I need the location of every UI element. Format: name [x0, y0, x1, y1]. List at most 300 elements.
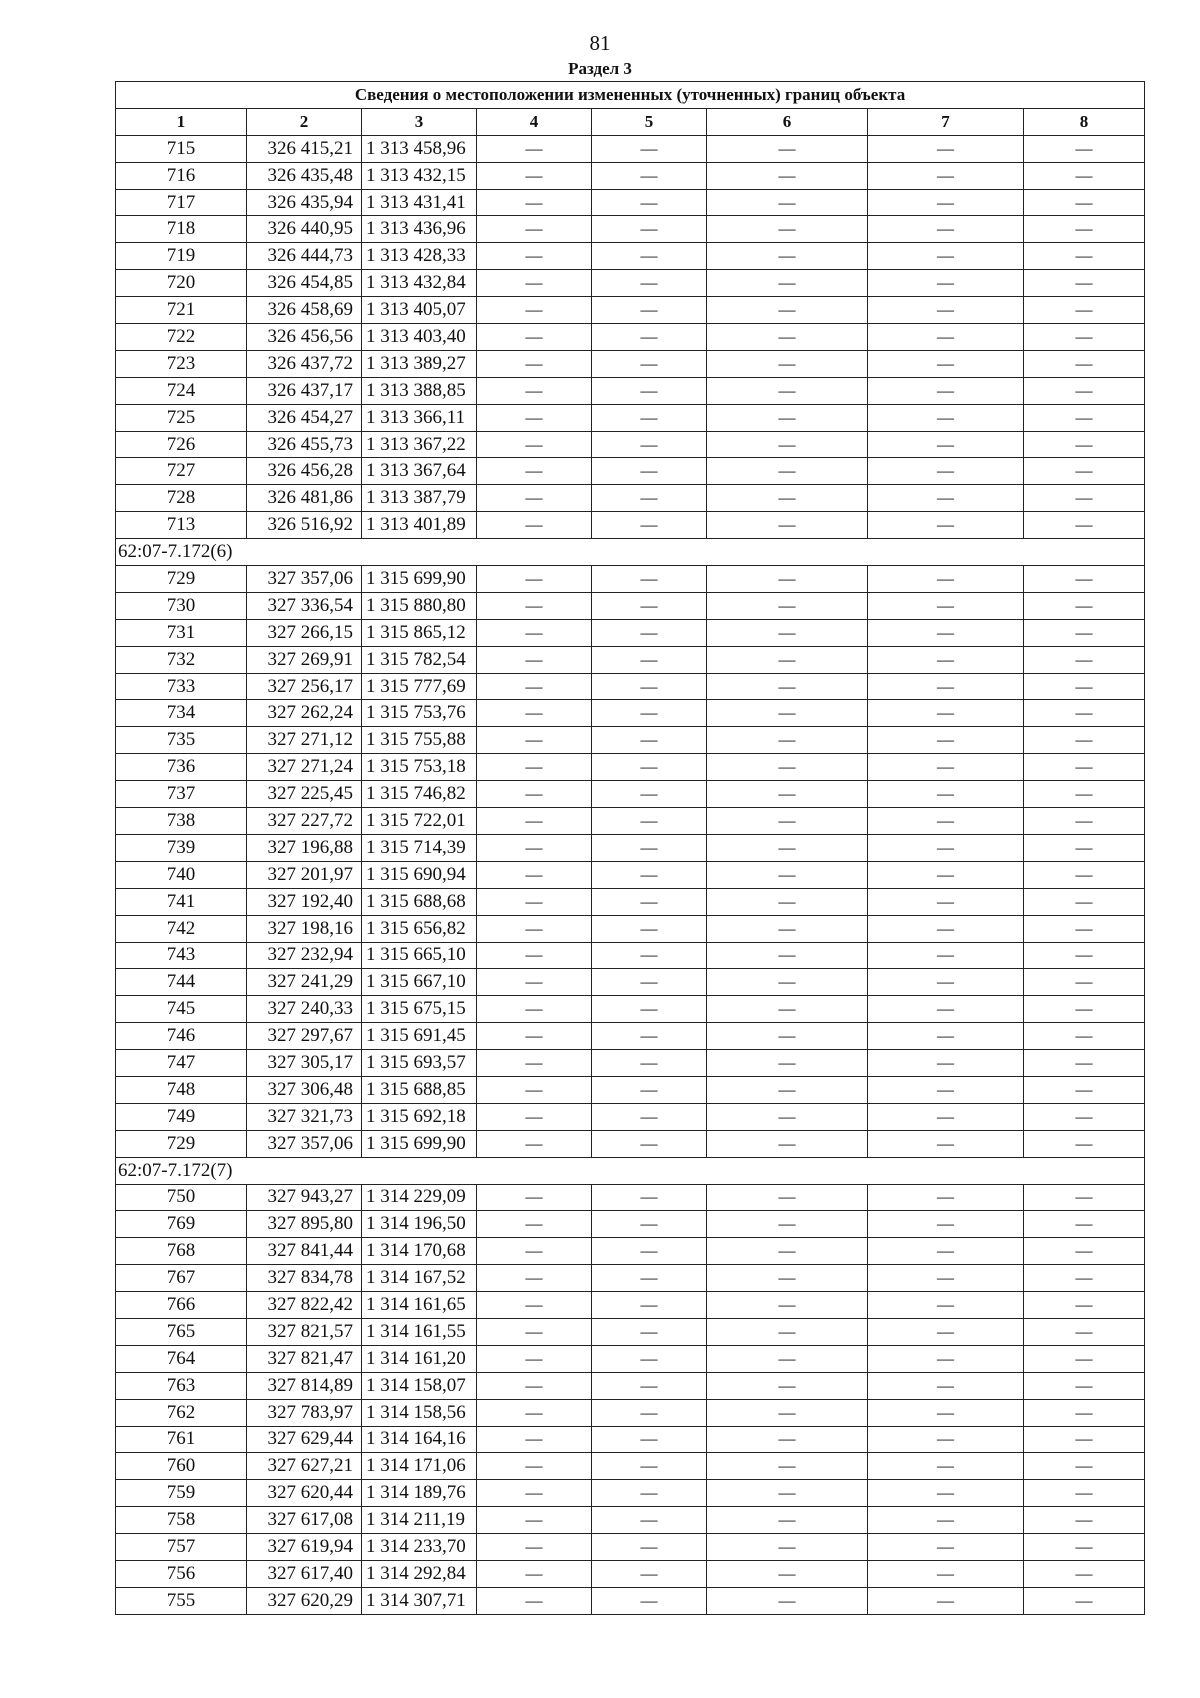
empty-value-cell: — [868, 431, 1024, 458]
empty-value-cell: — [592, 969, 707, 996]
x-coordinate-cell: 326 454,27 [247, 404, 362, 431]
empty-value-cell: — [1024, 1211, 1145, 1238]
y-coordinate-cell: 1 313 431,41 [362, 189, 477, 216]
empty-value-cell: — [868, 216, 1024, 243]
table-row [116, 861, 1145, 888]
empty-value-cell: — [707, 404, 868, 431]
y-coordinate-cell: 1 315 691,45 [362, 1023, 477, 1050]
point-number-cell: 765 [116, 1318, 247, 1345]
empty-value-cell: — [868, 485, 1024, 512]
empty-value-cell: — [592, 646, 707, 673]
x-coordinate-cell: 327 241,29 [247, 969, 362, 996]
empty-value-cell: — [1024, 1103, 1145, 1130]
empty-value-cell: — [592, 1399, 707, 1426]
empty-value-cell: — [868, 135, 1024, 162]
empty-value-cell: — [477, 512, 592, 539]
empty-value-cell: — [1024, 485, 1145, 512]
empty-value-cell: — [1024, 458, 1145, 485]
point-number-cell: 729 [116, 1130, 247, 1157]
empty-value-cell: — [868, 162, 1024, 189]
table-row [116, 1534, 1145, 1561]
empty-value-cell: — [868, 1211, 1024, 1238]
x-coordinate-cell: 326 456,28 [247, 458, 362, 485]
point-number-cell: 747 [116, 1050, 247, 1077]
x-coordinate-cell: 327 297,67 [247, 1023, 362, 1050]
empty-value-cell: — [477, 566, 592, 593]
y-coordinate-cell: 1 313 432,15 [362, 162, 477, 189]
table-caption-row [116, 82, 1145, 109]
empty-value-cell: — [868, 646, 1024, 673]
empty-value-cell: — [1024, 1372, 1145, 1399]
empty-value-cell: — [592, 1292, 707, 1319]
point-number-cell: 759 [116, 1480, 247, 1507]
y-coordinate-cell: 1 315 699,90 [362, 566, 477, 593]
point-number-cell: 722 [116, 324, 247, 351]
empty-value-cell: — [1024, 1587, 1145, 1614]
y-coordinate-cell: 1 313 405,07 [362, 297, 477, 324]
empty-value-cell: — [707, 700, 868, 727]
empty-value-cell: — [868, 1292, 1024, 1319]
empty-value-cell: — [707, 1076, 868, 1103]
empty-value-cell: — [707, 969, 868, 996]
empty-value-cell: — [592, 942, 707, 969]
empty-value-cell: — [1024, 808, 1145, 835]
empty-value-cell: — [1024, 1130, 1145, 1157]
y-coordinate-cell: 1 314 161,65 [362, 1292, 477, 1319]
table-row [116, 915, 1145, 942]
point-number-cell: 713 [116, 512, 247, 539]
x-coordinate-cell: 327 617,08 [247, 1507, 362, 1534]
empty-value-cell: — [1024, 404, 1145, 431]
y-coordinate-cell: 1 315 693,57 [362, 1050, 477, 1077]
empty-value-cell: — [592, 1534, 707, 1561]
empty-value-cell: — [868, 1426, 1024, 1453]
empty-value-cell: — [707, 162, 868, 189]
group-header-row [116, 539, 1145, 566]
empty-value-cell: — [707, 1372, 868, 1399]
empty-value-cell: — [868, 512, 1024, 539]
point-number-cell: 768 [116, 1238, 247, 1265]
empty-value-cell: — [707, 1534, 868, 1561]
page-number: 81 [589, 31, 611, 55]
empty-value-cell: — [1024, 1453, 1145, 1480]
empty-value-cell: — [868, 1184, 1024, 1211]
empty-value-cell: — [477, 1399, 592, 1426]
point-number-cell: 760 [116, 1453, 247, 1480]
empty-value-cell: — [477, 1292, 592, 1319]
empty-value-cell: — [868, 700, 1024, 727]
y-coordinate-cell: 1 315 656,82 [362, 915, 477, 942]
empty-value-cell: — [1024, 189, 1145, 216]
empty-value-cell: — [707, 592, 868, 619]
point-number-cell: 730 [116, 592, 247, 619]
x-coordinate-cell: 327 629,44 [247, 1426, 362, 1453]
table-row [116, 243, 1145, 270]
empty-value-cell: — [477, 431, 592, 458]
empty-value-cell: — [707, 512, 868, 539]
empty-value-cell: — [707, 1453, 868, 1480]
empty-value-cell: — [868, 1587, 1024, 1614]
empty-value-cell: — [1024, 1318, 1145, 1345]
empty-value-cell: — [477, 485, 592, 512]
x-coordinate-cell: 327 321,73 [247, 1103, 362, 1130]
y-coordinate-cell: 1 315 714,39 [362, 834, 477, 861]
empty-value-cell: — [1024, 135, 1145, 162]
point-number-cell: 731 [116, 619, 247, 646]
point-number-cell: 750 [116, 1184, 247, 1211]
point-number-cell: 724 [116, 377, 247, 404]
point-number-cell: 737 [116, 781, 247, 808]
table-row [116, 1372, 1145, 1399]
empty-value-cell: — [707, 834, 868, 861]
y-coordinate-cell: 1 314 189,76 [362, 1480, 477, 1507]
empty-value-cell: — [707, 135, 868, 162]
empty-value-cell: — [868, 1103, 1024, 1130]
table-row [116, 1560, 1145, 1587]
empty-value-cell: — [477, 1211, 592, 1238]
empty-value-cell: — [477, 619, 592, 646]
y-coordinate-cell: 1 313 458,96 [362, 135, 477, 162]
empty-value-cell: — [707, 1399, 868, 1426]
empty-value-cell: — [1024, 1507, 1145, 1534]
y-coordinate-cell: 1 314 170,68 [362, 1238, 477, 1265]
empty-value-cell: — [707, 216, 868, 243]
table-row [116, 1480, 1145, 1507]
empty-value-cell: — [592, 485, 707, 512]
y-coordinate-cell: 1 314 158,56 [362, 1399, 477, 1426]
y-coordinate-cell: 1 315 753,76 [362, 700, 477, 727]
empty-value-cell: — [1024, 592, 1145, 619]
y-coordinate-cell: 1 313 436,96 [362, 216, 477, 243]
empty-value-cell: — [477, 1587, 592, 1614]
table-row [116, 1076, 1145, 1103]
empty-value-cell: — [477, 861, 592, 888]
y-coordinate-cell: 1 315 777,69 [362, 673, 477, 700]
empty-value-cell: — [1024, 1076, 1145, 1103]
empty-value-cell: — [477, 888, 592, 915]
empty-value-cell: — [477, 189, 592, 216]
empty-value-cell: — [1024, 1023, 1145, 1050]
empty-value-cell: — [707, 1587, 868, 1614]
empty-value-cell: — [592, 619, 707, 646]
empty-value-cell: — [707, 431, 868, 458]
empty-value-cell: — [592, 270, 707, 297]
empty-value-cell: — [592, 1238, 707, 1265]
empty-value-cell: — [477, 754, 592, 781]
y-coordinate-cell: 1 313 367,64 [362, 458, 477, 485]
empty-value-cell: — [477, 1480, 592, 1507]
empty-value-cell: — [477, 727, 592, 754]
empty-value-cell: — [868, 888, 1024, 915]
empty-value-cell: — [477, 1238, 592, 1265]
empty-value-cell: — [868, 270, 1024, 297]
table-caption: Сведения о местоположении измененных (уточненных) границ объекта [116, 82, 1145, 109]
empty-value-cell: — [868, 996, 1024, 1023]
empty-value-cell: — [707, 808, 868, 835]
x-coordinate-cell: 326 455,73 [247, 431, 362, 458]
table-row [116, 700, 1145, 727]
empty-value-cell: — [707, 377, 868, 404]
table-row [116, 485, 1145, 512]
y-coordinate-cell: 1 315 880,80 [362, 592, 477, 619]
point-number-cell: 761 [116, 1426, 247, 1453]
x-coordinate-cell: 327 305,17 [247, 1050, 362, 1077]
x-coordinate-cell: 327 198,16 [247, 915, 362, 942]
empty-value-cell: — [592, 781, 707, 808]
x-coordinate-cell: 326 481,86 [247, 485, 362, 512]
x-coordinate-cell: 327 617,40 [247, 1560, 362, 1587]
column-header: 6 [707, 108, 868, 135]
empty-value-cell: — [868, 1318, 1024, 1345]
group-header-row [116, 1157, 1145, 1184]
column-header: 2 [247, 108, 362, 135]
point-number-cell: 758 [116, 1507, 247, 1534]
empty-value-cell: — [707, 1560, 868, 1587]
x-coordinate-cell: 327 821,57 [247, 1318, 362, 1345]
y-coordinate-cell: 1 314 229,09 [362, 1184, 477, 1211]
table-row [116, 592, 1145, 619]
y-coordinate-cell: 1 313 401,89 [362, 512, 477, 539]
empty-value-cell: — [707, 1238, 868, 1265]
empty-value-cell: — [592, 350, 707, 377]
empty-value-cell: — [707, 1345, 868, 1372]
empty-value-cell: — [592, 808, 707, 835]
empty-value-cell: — [592, 1480, 707, 1507]
empty-value-cell: — [592, 243, 707, 270]
empty-value-cell: — [868, 1399, 1024, 1426]
parcel-group-label: 62:07-7.172(7) [116, 1157, 1145, 1184]
empty-value-cell: — [707, 781, 868, 808]
point-number-cell: 727 [116, 458, 247, 485]
column-header: 5 [592, 108, 707, 135]
table-row [116, 1211, 1145, 1238]
x-coordinate-cell: 327 232,94 [247, 942, 362, 969]
empty-value-cell: — [477, 915, 592, 942]
empty-value-cell: — [1024, 512, 1145, 539]
x-coordinate-cell: 327 895,80 [247, 1211, 362, 1238]
empty-value-cell: — [477, 1103, 592, 1130]
empty-value-cell: — [1024, 1184, 1145, 1211]
empty-value-cell: — [592, 404, 707, 431]
empty-value-cell: — [1024, 431, 1145, 458]
table-row [116, 969, 1145, 996]
empty-value-cell: — [592, 1318, 707, 1345]
empty-value-cell: — [592, 700, 707, 727]
column-header: 3 [362, 108, 477, 135]
y-coordinate-cell: 1 313 388,85 [362, 377, 477, 404]
y-coordinate-cell: 1 314 161,20 [362, 1345, 477, 1372]
empty-value-cell: — [707, 458, 868, 485]
column-header: 4 [477, 108, 592, 135]
table-row [116, 216, 1145, 243]
empty-value-cell: — [707, 1211, 868, 1238]
empty-value-cell: — [1024, 700, 1145, 727]
empty-value-cell: — [592, 135, 707, 162]
x-coordinate-cell: 327 357,06 [247, 566, 362, 593]
point-number-cell: 756 [116, 1560, 247, 1587]
y-coordinate-cell: 1 313 367,22 [362, 431, 477, 458]
table-row [116, 162, 1145, 189]
point-number-cell: 738 [116, 808, 247, 835]
empty-value-cell: — [592, 1130, 707, 1157]
empty-value-cell: — [592, 1211, 707, 1238]
table-row [116, 189, 1145, 216]
empty-value-cell: — [592, 673, 707, 700]
empty-value-cell: — [1024, 243, 1145, 270]
empty-value-cell: — [868, 297, 1024, 324]
x-coordinate-cell: 326 458,69 [247, 297, 362, 324]
empty-value-cell: — [477, 969, 592, 996]
empty-value-cell: — [477, 1318, 592, 1345]
empty-value-cell: — [477, 1534, 592, 1561]
empty-value-cell: — [707, 942, 868, 969]
empty-value-cell: — [868, 324, 1024, 351]
point-number-cell: 763 [116, 1372, 247, 1399]
y-coordinate-cell: 1 315 722,01 [362, 808, 477, 835]
empty-value-cell: — [477, 808, 592, 835]
empty-value-cell: — [707, 243, 868, 270]
empty-value-cell: — [592, 512, 707, 539]
empty-value-cell: — [1024, 350, 1145, 377]
empty-value-cell: — [477, 135, 592, 162]
empty-value-cell: — [868, 1560, 1024, 1587]
empty-value-cell: — [592, 888, 707, 915]
empty-value-cell: — [868, 861, 1024, 888]
empty-value-cell: — [707, 996, 868, 1023]
empty-value-cell: — [1024, 1560, 1145, 1587]
point-number-cell: 732 [116, 646, 247, 673]
empty-value-cell: — [477, 324, 592, 351]
point-number-cell: 723 [116, 350, 247, 377]
y-coordinate-cell: 1 314 307,71 [362, 1587, 477, 1614]
point-number-cell: 766 [116, 1292, 247, 1319]
table-row [116, 270, 1145, 297]
empty-value-cell: — [868, 1023, 1024, 1050]
point-number-cell: 736 [116, 754, 247, 781]
empty-value-cell: — [477, 1507, 592, 1534]
empty-value-cell: — [868, 1130, 1024, 1157]
y-coordinate-cell: 1 314 161,55 [362, 1318, 477, 1345]
y-coordinate-cell: 1 315 675,15 [362, 996, 477, 1023]
table-row [116, 754, 1145, 781]
empty-value-cell: — [592, 1560, 707, 1587]
x-coordinate-cell: 327 196,88 [247, 834, 362, 861]
x-coordinate-cell: 327 357,06 [247, 1130, 362, 1157]
empty-value-cell: — [1024, 915, 1145, 942]
table-row [116, 781, 1145, 808]
y-coordinate-cell: 1 313 387,79 [362, 485, 477, 512]
empty-value-cell: — [868, 1453, 1024, 1480]
empty-value-cell: — [1024, 727, 1145, 754]
point-number-cell: 741 [116, 888, 247, 915]
empty-value-cell: — [477, 162, 592, 189]
point-number-cell: 743 [116, 942, 247, 969]
empty-value-cell: — [868, 781, 1024, 808]
empty-value-cell: — [707, 297, 868, 324]
point-number-cell: 717 [116, 189, 247, 216]
empty-value-cell: — [592, 1345, 707, 1372]
empty-value-cell: — [707, 350, 868, 377]
x-coordinate-cell: 326 435,94 [247, 189, 362, 216]
empty-value-cell: — [1024, 1292, 1145, 1319]
empty-value-cell: — [868, 1265, 1024, 1292]
x-coordinate-cell: 327 814,89 [247, 1372, 362, 1399]
empty-value-cell: — [868, 1534, 1024, 1561]
table-row [116, 1507, 1145, 1534]
y-coordinate-cell: 1 313 428,33 [362, 243, 477, 270]
empty-value-cell: — [707, 619, 868, 646]
empty-value-cell: — [592, 566, 707, 593]
x-coordinate-cell: 326 456,56 [247, 324, 362, 351]
point-number-cell: 734 [116, 700, 247, 727]
empty-value-cell: — [592, 1023, 707, 1050]
y-coordinate-cell: 1 315 755,88 [362, 727, 477, 754]
empty-value-cell: — [592, 458, 707, 485]
empty-value-cell: — [477, 458, 592, 485]
empty-value-cell: — [707, 646, 868, 673]
empty-value-cell: — [592, 216, 707, 243]
empty-value-cell: — [707, 727, 868, 754]
point-number-cell: 746 [116, 1023, 247, 1050]
empty-value-cell: — [1024, 1534, 1145, 1561]
point-number-cell: 748 [116, 1076, 247, 1103]
table-row [116, 1318, 1145, 1345]
point-number-cell: 749 [116, 1103, 247, 1130]
point-number-cell: 742 [116, 915, 247, 942]
x-coordinate-cell: 326 440,95 [247, 216, 362, 243]
empty-value-cell: — [592, 1103, 707, 1130]
table-row [116, 566, 1145, 593]
empty-value-cell: — [1024, 619, 1145, 646]
parcel-group-label: 62:07-7.172(6) [116, 539, 1145, 566]
point-number-cell: 757 [116, 1534, 247, 1561]
empty-value-cell: — [1024, 324, 1145, 351]
empty-value-cell: — [868, 1076, 1024, 1103]
point-number-cell: 733 [116, 673, 247, 700]
column-header: 7 [868, 108, 1024, 135]
empty-value-cell: — [868, 834, 1024, 861]
x-coordinate-cell: 326 516,92 [247, 512, 362, 539]
empty-value-cell: — [592, 834, 707, 861]
empty-value-cell: — [592, 996, 707, 1023]
point-number-cell: 726 [116, 431, 247, 458]
empty-value-cell: — [1024, 1345, 1145, 1372]
empty-value-cell: — [592, 1265, 707, 1292]
table-row [116, 834, 1145, 861]
x-coordinate-cell: 327 783,97 [247, 1399, 362, 1426]
x-coordinate-cell: 327 822,42 [247, 1292, 362, 1319]
point-number-cell: 720 [116, 270, 247, 297]
empty-value-cell: — [868, 189, 1024, 216]
point-number-cell: 769 [116, 1211, 247, 1238]
table-row [116, 942, 1145, 969]
empty-value-cell: — [1024, 888, 1145, 915]
empty-value-cell: — [1024, 1426, 1145, 1453]
empty-value-cell: — [707, 1265, 868, 1292]
empty-value-cell: — [477, 942, 592, 969]
table-row [116, 1587, 1145, 1614]
y-coordinate-cell: 1 315 688,68 [362, 888, 477, 915]
table-row [116, 458, 1145, 485]
x-coordinate-cell: 327 619,94 [247, 1534, 362, 1561]
empty-value-cell: — [868, 673, 1024, 700]
table-row [116, 377, 1145, 404]
empty-value-cell: — [1024, 834, 1145, 861]
empty-value-cell: — [707, 888, 868, 915]
empty-value-cell: — [868, 1050, 1024, 1077]
point-number-cell: 767 [116, 1265, 247, 1292]
point-number-cell: 721 [116, 297, 247, 324]
